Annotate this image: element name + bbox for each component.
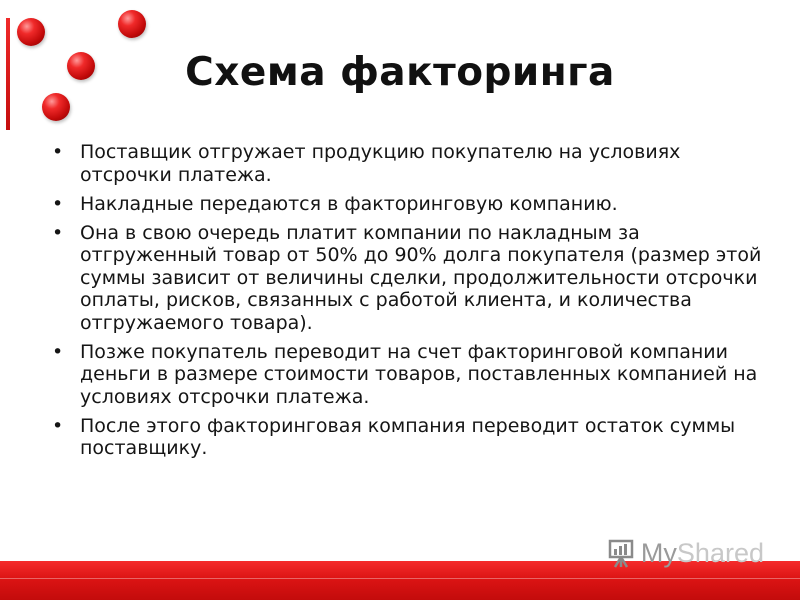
decorative-red-sphere xyxy=(118,10,146,38)
bullet-item xyxy=(48,193,764,216)
bullet-text: Накладные передаются в факторинговую компанию. xyxy=(80,192,618,215)
bullet-text: Поставщик отгружает продукцию покупателю на условиях отсрочки платежа. xyxy=(80,141,681,186)
bullet-item xyxy=(48,141,764,186)
footer-divider xyxy=(0,578,800,579)
watermark-text-shared: Shared xyxy=(676,537,764,568)
bullet-dot: • xyxy=(52,414,64,437)
bullet-text: После этого факторинговая компания переводит остаток суммы поставщику. xyxy=(80,414,736,459)
bullet-dot: • xyxy=(52,192,64,215)
decorative-red-sphere xyxy=(17,18,45,46)
slide-title: Схема факторинга xyxy=(185,50,615,95)
bullet-text: Позже покупатель переводит на счет факторинговой компании деньги в размере стоимости товаров, поставленных компанией на условиях отсрочки платежа. xyxy=(80,340,758,408)
myshared-watermark xyxy=(606,537,764,569)
presentation-board-icon xyxy=(606,537,636,569)
bullet-list xyxy=(48,141,764,466)
bullet-dot: • xyxy=(52,340,64,363)
decorative-red-sphere xyxy=(42,93,70,121)
bullet-dot: • xyxy=(52,221,64,244)
bullet-item xyxy=(48,341,764,409)
bullet-text: Она в свою очередь платит компании по накладным за отгруженный товар от 50% до 90% долга покупателя (размер этой суммы зависит от величины сделки, продолжительности отсрочки оплаты, рисков, связанных с работой клиента, и количества отгружаемого товара). xyxy=(80,221,762,334)
bullet-dot: • xyxy=(52,141,64,163)
bullet-item xyxy=(48,415,764,460)
bullet-item xyxy=(48,222,764,335)
watermark-text-my: My xyxy=(640,537,677,568)
